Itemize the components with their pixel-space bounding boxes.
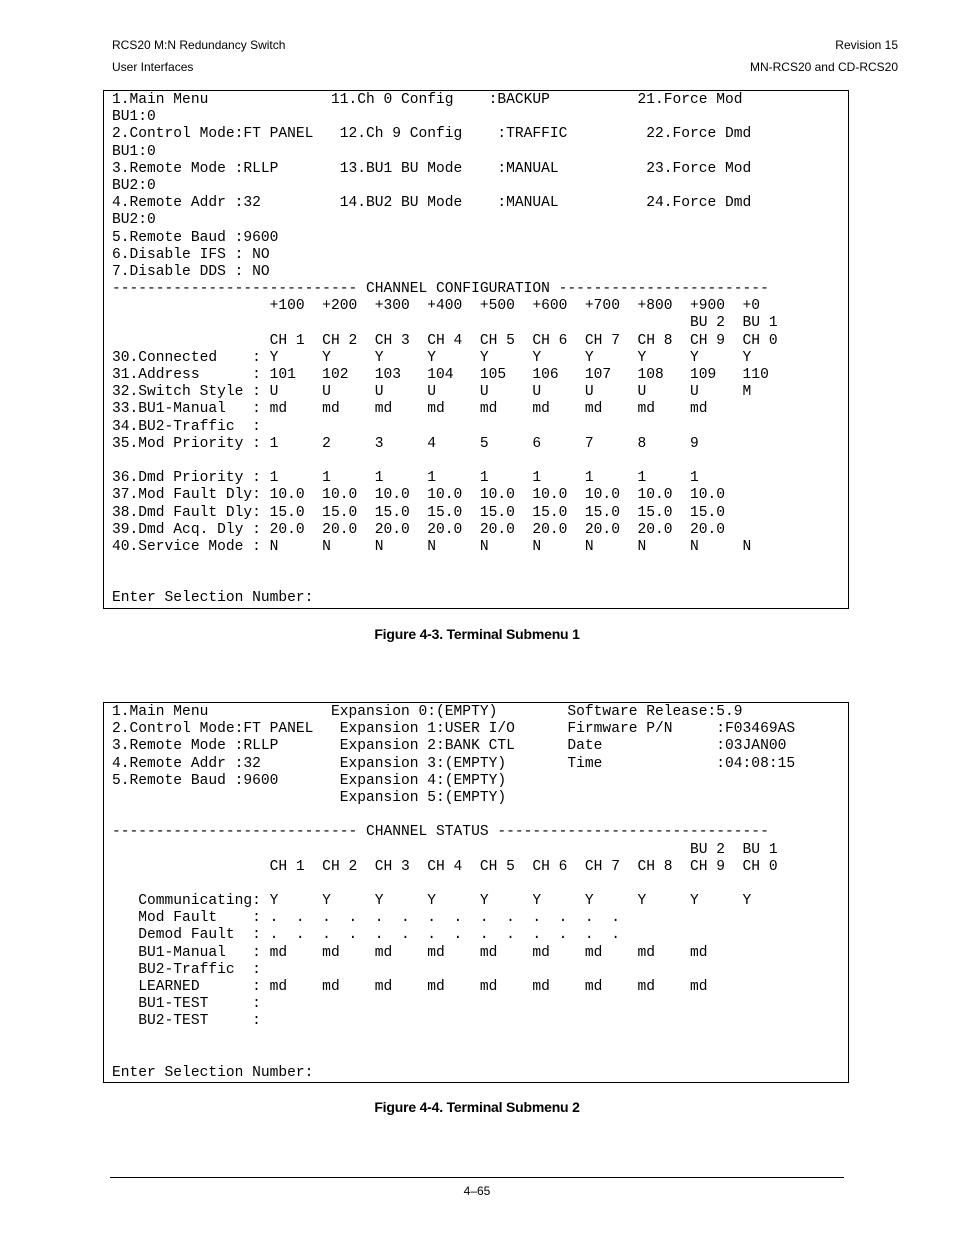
header-section: User Interfaces [112,60,194,74]
terminal-line: CH 1 CH 2 CH 3 CH 4 CH 5 CH 6 CH 7 CH 8 CH 9 CH 0 [112,858,778,875]
figure-caption-1: Figure 4-3. Terminal Submenu 1 [374,626,580,642]
terminal-line: 39.Dmd Acq. Dly : 20.0 20.0 20.0 20.0 20.0 20.0 20.0 20.0 20.0 [112,521,726,538]
terminal-line: BU2-Traffic : [112,961,261,978]
terminal-submenu-1-text [112,92,848,608]
terminal-line: Enter Selection Number: [112,590,314,607]
terminal-line: 4.Remote Addr :32 Expansion 3:(EMPTY) Time :04:08:15 [112,755,796,772]
terminal-line: 36.Dmd Priority : 1 1 1 1 1 1 1 1 1 [112,470,699,487]
terminal-line: 2.Control Mode:FT PANEL 12.Ch 9 Config :TRAFFIC 22.Force Dmd [112,126,752,143]
terminal-line: 40.Service Mode : N N N N N N N N N N [112,538,752,555]
terminal-line: ---------------------------- CHANNEL STATUS ------------------------------- [112,824,769,841]
terminal-line: BU1:0 [112,143,156,160]
terminal-line: 5.Remote Baud :9600 [112,229,279,246]
terminal-line: LEARNED : md md md md md md md md md [112,979,708,995]
terminal-line: Communicating: Y Y Y Y Y Y Y Y Y Y [112,893,752,910]
terminal-line: BU2-TEST : [112,1013,261,1030]
terminal-line: 6.Disable IFS : NO [112,246,270,263]
terminal-line: 3.Remote Mode :RLLP 13.BU1 BU Mode :MANUAL 23.Force Mod [112,160,752,177]
terminal-line: 38.Dmd Fault Dly: 15.0 15.0 15.0 15.0 15.0 15.0 15.0 15.0 15.0 [112,504,726,521]
header-doc-number: MN-RCS20 and CD-RCS20 [749,60,898,74]
terminal-line: 30.Connected : Y Y Y Y Y Y Y Y Y Y [112,349,752,366]
terminal-line: Demod Fault : . . . . . . . . . . . . . . [112,927,620,944]
terminal-line: +100 +200 +300 +400 +500 +600 +700 +800 +900 +0 [112,298,761,315]
terminal-line: 34.BU2-Traffic : [112,418,261,435]
terminal-line: 31.Address : 101 102 103 104 105 106 107 108 109 110 [112,367,769,383]
terminal-line: 5.Remote Baud :9600 Expansion 4:(EMPTY) [112,772,507,789]
figure-caption-2: Figure 4-4. Terminal Submenu 2 [374,1099,580,1115]
terminal-line: 3.Remote Mode :RLLP Expansion 2:BANK CTL Date :03JAN00 [112,738,787,755]
page-number: 4–65 [463,1184,491,1198]
terminal-line: 33.BU1-Manual : md md md md md md md md md [112,401,708,418]
terminal-line: 2.Control Mode:FT PANEL Expansion 1:USER I/O Firmware P/N :F03469AS [112,721,796,738]
terminal-line: BU1-Manual : md md md md md md md md md [112,944,708,961]
terminal-line: 4.Remote Addr :32 14.BU2 BU Mode :MANUAL 24.Force Dmd [112,195,752,212]
terminal-line: BU1:0 [112,109,156,126]
terminal-line: BU2:0 [112,177,156,194]
terminal-line: 32.Switch Style : U U U U U U U U U M [112,384,752,401]
terminal-submenu-1 [103,90,849,609]
terminal-submenu-2 [103,702,849,1083]
terminal-line: CH 1 CH 2 CH 3 CH 4 CH 5 CH 6 CH 7 CH 8 CH 9 CH 0 [112,332,778,349]
terminal-line: BU1-TEST : [112,996,261,1013]
terminal-line: 1.Main Menu Expansion 0:(EMPTY) Software Release:5.9 [112,704,743,720]
terminal-line: 37.Mod Fault Dly: 10.0 10.0 10.0 10.0 10.0 10.0 10.0 10.0 10.0 [112,487,726,504]
terminal-line: Expansion 5:(EMPTY) [112,789,507,806]
terminal-submenu-2-text [112,704,848,1082]
terminal-line: Enter Selection Number: [112,1064,314,1081]
terminal-line: 35.Mod Priority : 1 2 3 4 5 6 7 8 9 [112,435,699,452]
footer-rule [110,1177,844,1178]
terminal-line: 1.Main Menu 11.Ch 0 Config :BACKUP 21.Force Mod [112,92,743,108]
header-revision: Revision 15 [835,38,898,52]
terminal-line: BU 2 BU 1 [112,315,778,332]
terminal-line: 7.Disable DDS : NO [112,263,270,280]
terminal-line: BU2:0 [112,212,156,229]
header-doc-title: RCS20 M:N Redundancy Switch [112,38,286,52]
terminal-line: ---------------------------- CHANNEL CONFIGURATION ------------------------ [112,281,769,298]
terminal-line: BU 2 BU 1 [112,841,778,858]
terminal-line: Mod Fault : . . . . . . . . . . . . . . [112,910,620,927]
